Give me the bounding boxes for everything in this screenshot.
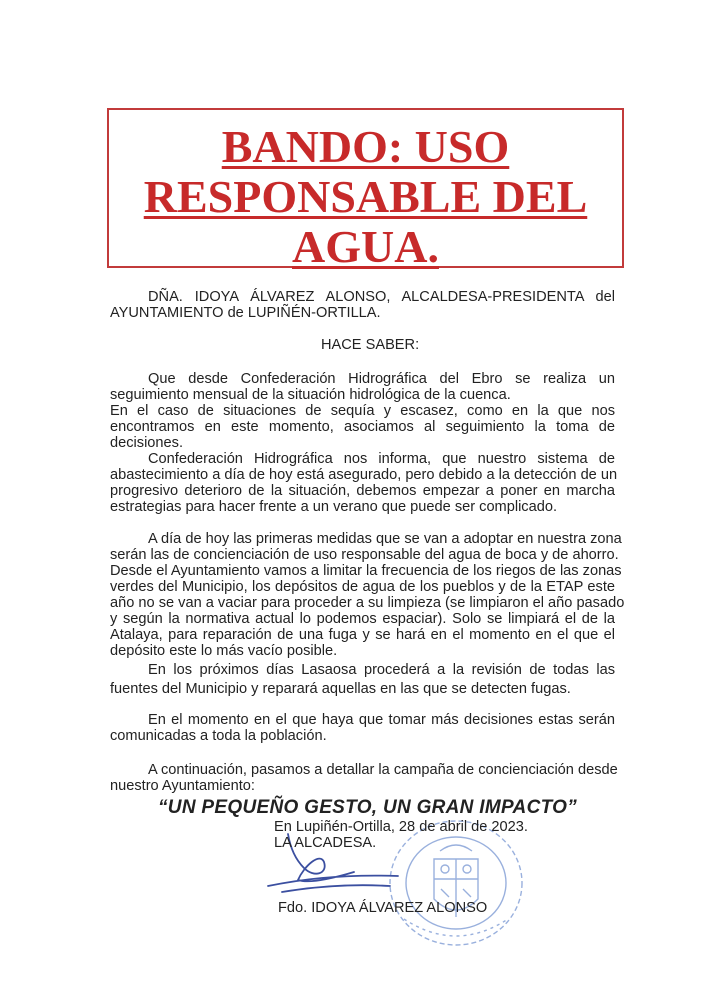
body-line: En el caso de situaciones de sequía y escasez, como en la que nos xyxy=(110,403,615,419)
body-line: progresivo deterioro de la situación, debemos empezar a poner en marcha xyxy=(110,483,615,499)
header-line-2: AYUNTAMIENTO de LUPIÑÉN-ORTILLA. xyxy=(110,305,381,321)
body-line: verdes del Municipio, los depósitos de agua de los pueblos y de la ETAP este xyxy=(110,579,615,595)
body-line: A continuación, pasamos a detallar la campaña de concienciación desde xyxy=(148,762,618,778)
body-line: encontramos en este momento, asociamos al seguimiento la toma de xyxy=(110,419,615,435)
body-line: seguimiento mensual de la situación hidrológica de la cuenca. xyxy=(110,387,511,403)
closing-role: LA ALCADESA. xyxy=(274,835,377,851)
body-line: En los próximos días Lasaosa procederá a la revisión de todas las xyxy=(148,662,615,678)
closing-signed-by: Fdo. IDOYA ÁLVAREZ ALONSO xyxy=(278,900,488,916)
title-line-1: BANDO: USO xyxy=(221,121,510,172)
body-line: Confederación Hidrográfica nos informa, que nuestro sistema de xyxy=(148,451,615,467)
body-line: abastecimiento a día de hoy está asegurado, pero debido a la detección de un xyxy=(110,467,618,483)
body-line: A día de hoy las primeras medidas que se van a adoptar en nuestra zona xyxy=(148,531,622,547)
body-line: depósito este lo más vacío posible. xyxy=(110,643,338,659)
body-line: Atalaya, para reparación de una fuga y se hará en el momento en el que el xyxy=(110,627,615,643)
campaign-motto: “UN PEQUEÑO GESTO, UN GRAN IMPACTO” xyxy=(158,797,578,818)
body-line: Desde el Ayuntamiento vamos a limitar la frecuencia de los riegos de las zonas xyxy=(110,563,622,579)
closing-place-date: En Lupiñén-Ortilla, 28 de abril de 2023. xyxy=(274,819,528,835)
body-line: estrategias para hacer frente a un verano que puede ser complicado. xyxy=(110,499,558,515)
title-line-2: RESPONSABLE DEL xyxy=(143,171,588,222)
title-box xyxy=(107,108,624,272)
hace-saber: HACE SABER: xyxy=(321,337,420,353)
body-line: comunicadas a toda la población. xyxy=(110,728,327,744)
body-line: decisiones. xyxy=(110,435,184,451)
body-line: En el momento en el que haya que tomar más decisiones estas serán xyxy=(148,712,615,728)
body-line: y según la normativa actual lo podemos espaciar). Solo se limpiará el de la xyxy=(110,611,615,627)
body-line: nuestro Ayuntamiento: xyxy=(110,778,255,794)
body-line: año no se van a vaciar para proceder a su limpieza (se limpiaron el año pasado xyxy=(110,595,625,611)
title-line-3: AGUA. xyxy=(292,221,439,272)
body-line: serán las de concienciación de uso responsable del agua de boca y de ahorro. xyxy=(110,547,619,563)
body-line: Que desde Confederación Hidrográfica del Ebro se realiza un xyxy=(148,371,615,387)
body-line: fuentes del Municipio y reparará aquellas en las que se detecten fugas. xyxy=(110,681,571,697)
header-line-1: DÑA. IDOYA ÁLVAREZ ALONSO, ALCALDESA-PRESIDENTA del xyxy=(148,289,615,305)
